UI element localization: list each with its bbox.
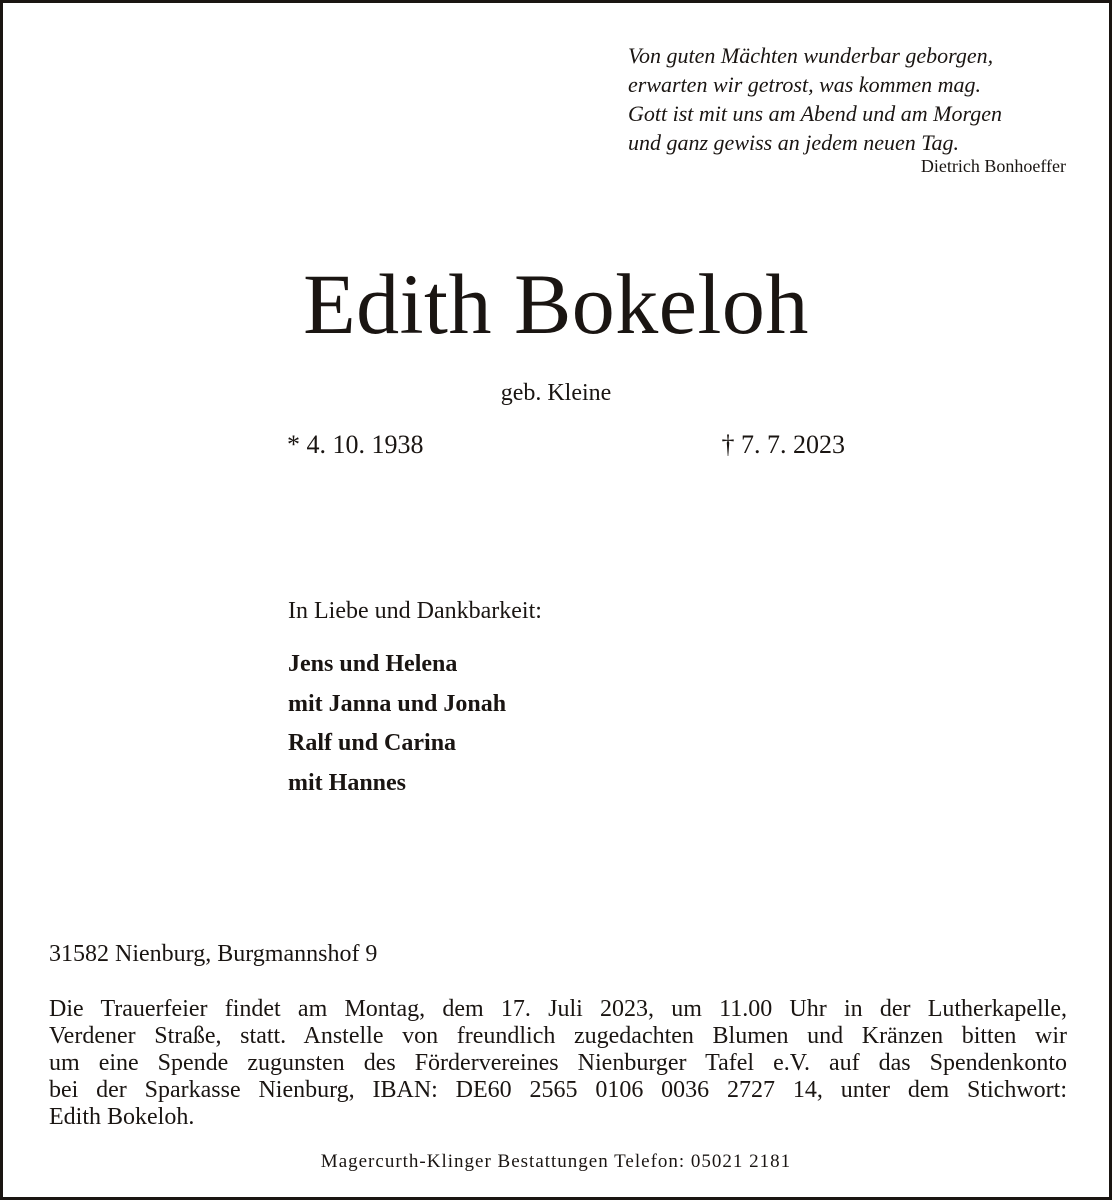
funeral-notice xyxy=(49,996,1067,1131)
quote-author: Dietrich Bonhoeffer xyxy=(920,156,1066,176)
deceased-name: Edith Bokeloh xyxy=(303,256,809,352)
family-address: 31582 Nienburg, Burgmannshof 9 xyxy=(49,941,378,967)
notice-line: um eine Spende zugunsten des Fördervereines Nienburger Tafel e.V. auf das Spendenkonto xyxy=(49,1050,1067,1076)
maiden-name: geb. Kleine xyxy=(500,380,612,406)
mourner-entry: Jens und Helena xyxy=(288,651,458,677)
birth-date: * 4. 10. 1938 xyxy=(287,430,424,459)
quote-line: Von guten Mächten wunderbar geborgen, xyxy=(628,43,994,68)
mourner-entry: Ralf und Carina xyxy=(288,730,457,756)
quote-line: erwarten wir getrost, was kommen mag. xyxy=(628,72,982,97)
notice-line: Die Trauerfeier findet am Montag, dem 17. Juli 2023, um 11.00 Uhr in der Lutherkapelle, xyxy=(49,996,1067,1022)
quote-line: und ganz gewiss an jedem neuen Tag. xyxy=(628,130,960,155)
mourner-entry: mit Janna und Jonah xyxy=(288,690,507,717)
notice-line: Verdener Straße, statt. Anstelle von freundlich zugedachten Blumen und Kränzen bitten wir xyxy=(49,1023,1067,1049)
quote-line: Gott ist mit uns am Abend und am Morgen xyxy=(628,101,1002,126)
bonhoeffer-quote xyxy=(628,41,1068,157)
undertaker-contact: Magercurth-Klinger Bestattungen Telefon: 05021 2181 xyxy=(320,1151,792,1172)
mourner-entry: mit Hannes xyxy=(288,769,407,796)
notice-line: Edith Bokeloh. xyxy=(49,1104,195,1130)
death-date: † 7. 7. 2023 xyxy=(721,430,845,459)
notice-line: bei der Sparkasse Nienburg, IBAN: DE60 2565 0106 0036 2727 14, unter dem Stichwort: xyxy=(49,1077,1067,1103)
thanks-line: In Liebe und Dankbarkeit: xyxy=(288,598,542,624)
mourners-list xyxy=(288,645,506,803)
